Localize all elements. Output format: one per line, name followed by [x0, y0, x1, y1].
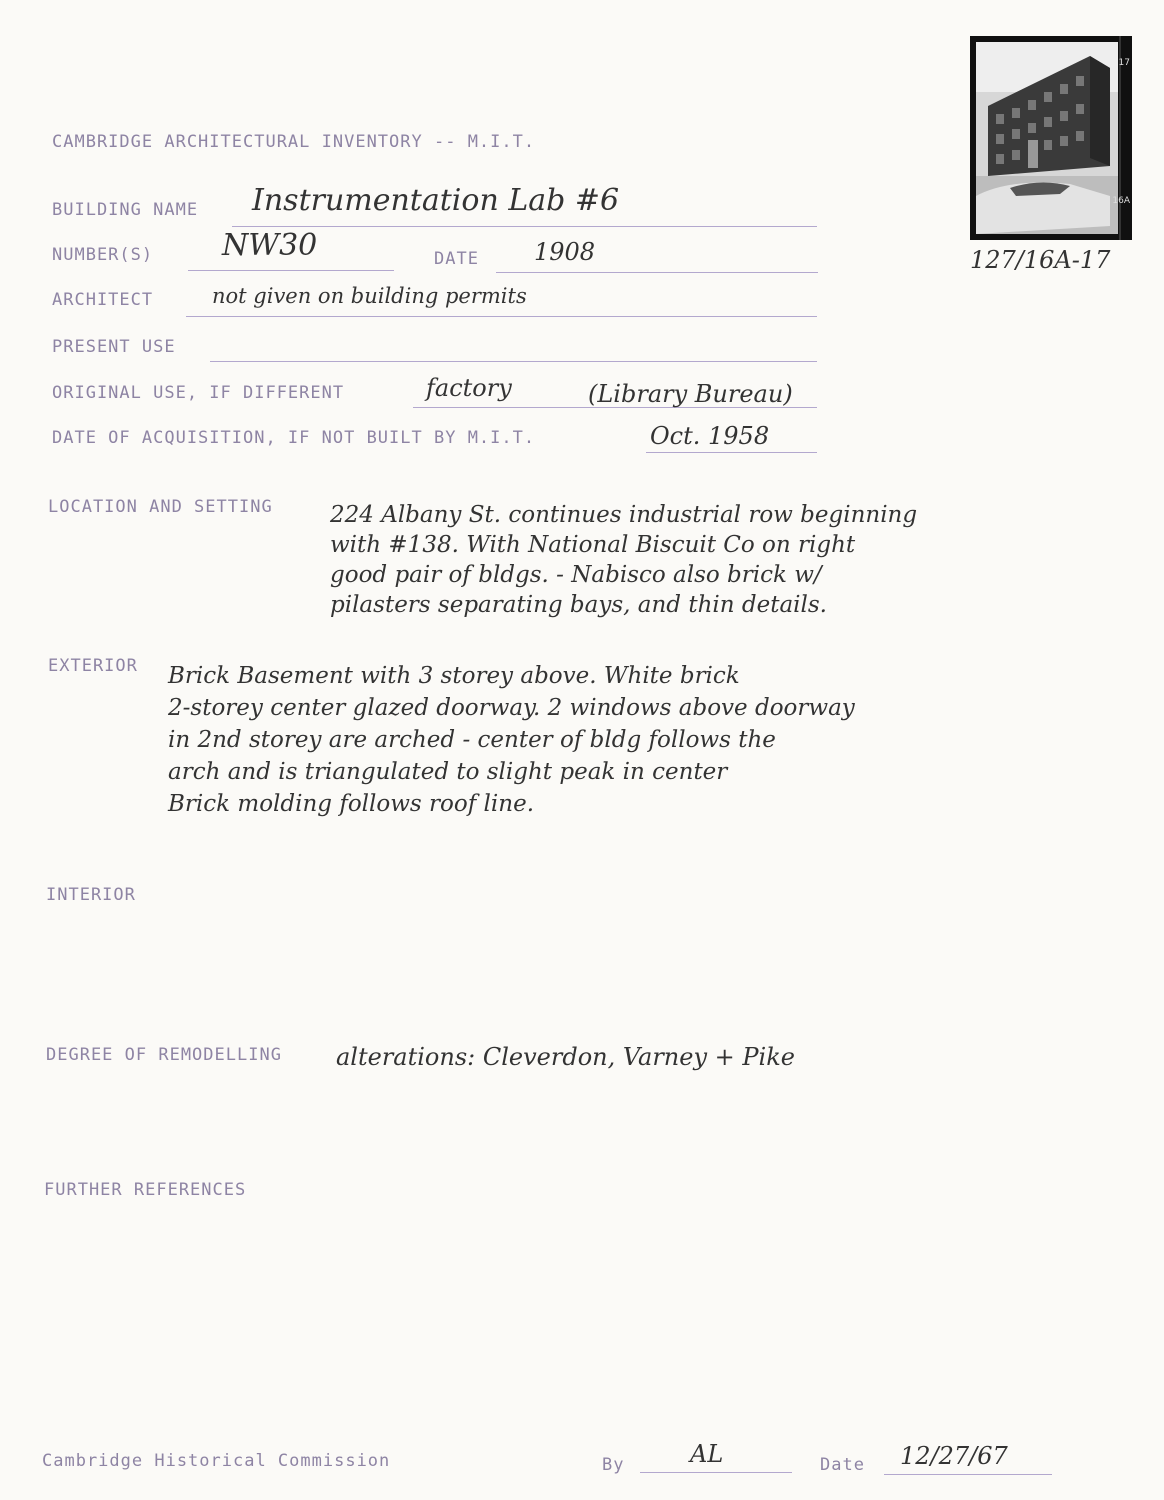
footer-by-value: AL [690, 1440, 724, 1468]
photo-frame-number-bottom: 16A [1112, 196, 1130, 206]
photo-frame-number-top: 17 [1118, 58, 1130, 68]
interior-label: INTERIOR [46, 885, 136, 905]
architect-line [186, 316, 817, 317]
exterior-line: in 2nd storey are arched - center of bldg follows the [168, 727, 776, 753]
footer-by-label: By [602, 1455, 625, 1475]
further-references-label: FURTHER REFERENCES [44, 1180, 247, 1200]
footer-by-line [640, 1472, 792, 1473]
building-photo [970, 36, 1132, 240]
location-line: with #138. With National Biscuit Co on right [330, 532, 856, 558]
date-acquisition-label: DATE OF ACQUISITION, IF NOT BUILT BY M.I.T. [52, 428, 536, 448]
date-acquisition-value: Oct. 1958 [650, 422, 770, 450]
location-line: good pair of bldgs. - Nabisco also brick w/ [330, 562, 822, 588]
present-use-line [210, 361, 817, 362]
present-use-label: PRESENT USE [52, 337, 176, 357]
numbers-line [188, 270, 394, 271]
exterior-line: 2-storey center glazed doorway. 2 windows above doorway [168, 695, 855, 721]
remodelling-label: DEGREE OF REMODELLING [46, 1045, 282, 1065]
building-name-label: BUILDING NAME [52, 200, 199, 220]
original-use-value: factory [426, 374, 512, 402]
exterior-line: Brick Basement with 3 storey above. White brick [168, 663, 740, 689]
remodelling-value: alterations: Cleverdon, Varney + Pike [336, 1043, 795, 1071]
architect-label: ARCHITECT [52, 290, 154, 310]
date-value: 1908 [534, 238, 596, 266]
building-name-value: Instrumentation Lab #6 [252, 183, 620, 218]
photo-reference: 127/16A-17 [970, 246, 1111, 274]
date-label: DATE [434, 249, 479, 269]
numbers-label: NUMBER(S) [52, 245, 154, 265]
original-use-label: ORIGINAL USE, IF DIFFERENT [52, 383, 345, 403]
commission-label: Cambridge Historical Commission [42, 1451, 391, 1471]
exterior-line: Brick molding follows roof line. [168, 791, 535, 817]
date-acquisition-line [646, 452, 817, 453]
date-line [496, 272, 818, 273]
location-text [330, 500, 917, 620]
form-title: CAMBRIDGE ARCHITECTURAL INVENTORY -- M.I.T. [52, 132, 536, 152]
location-line: pilasters separating bays, and thin details. [330, 592, 827, 618]
location-label: LOCATION AND SETTING [48, 497, 273, 517]
exterior-text [168, 660, 855, 820]
footer-date-value: 12/27/67 [900, 1442, 1008, 1470]
footer-date-line [884, 1474, 1052, 1475]
architect-value: not given on building permits [212, 284, 527, 308]
exterior-line: arch and is triangulated to slight peak in center [168, 759, 728, 785]
numbers-value: NW30 [222, 228, 318, 263]
footer-date-label: Date [820, 1455, 865, 1475]
location-line: 224 Albany St. continues industrial row beginning [330, 502, 918, 528]
building-name-line [232, 226, 817, 227]
original-use-note: (Library Bureau) [588, 380, 793, 408]
exterior-label: EXTERIOR [48, 656, 138, 676]
